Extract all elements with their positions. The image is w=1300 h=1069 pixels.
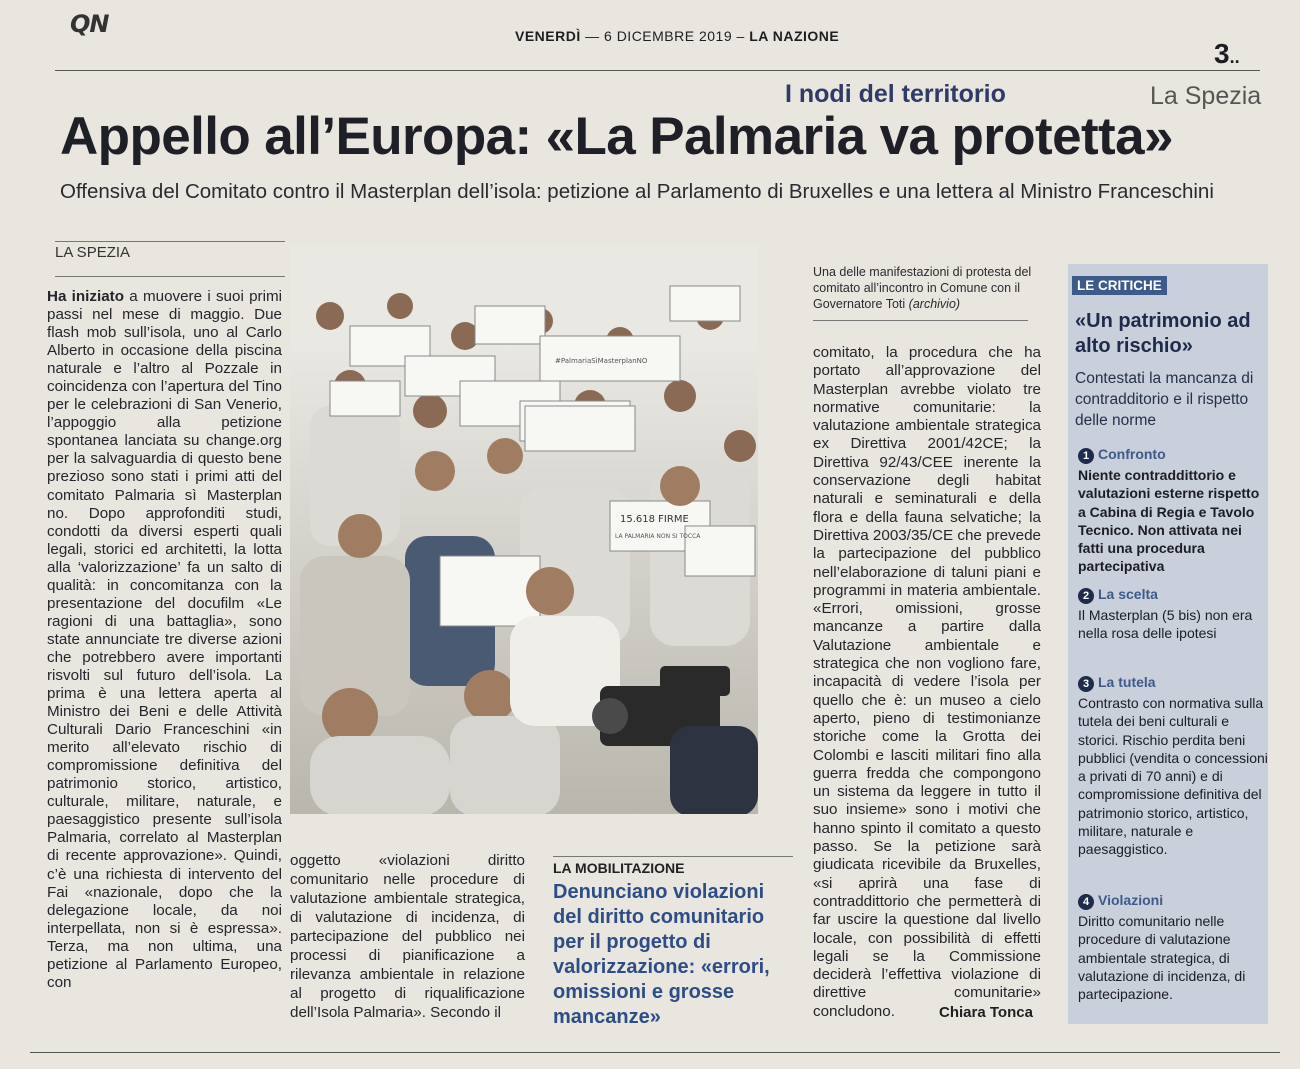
sidebar-item-1-body: Niente contraddittorio e valutazioni esterne rispetto a Cabina di Regia e Tavolo Tecnico. Non attivata nei fatti una procedura partecipativa: [1078, 467, 1260, 575]
photo-caption-note: (archivio): [908, 297, 961, 311]
sidebar-item-1-title: Confronto: [1098, 446, 1166, 462]
dateline-paper: LA NAZIONE: [749, 28, 840, 44]
photo-sign-hashtag: #PalmariaSìMasterplanNO: [555, 357, 648, 365]
protest-photo: [290, 246, 758, 814]
kicker-rule-top: [55, 241, 285, 242]
sidebar-item-2-body: Il Masterplan (5 bis) non era nella rosa delle ipotesi: [1078, 607, 1253, 642]
sidebar-item-2-number: 2: [1078, 588, 1094, 604]
article-column-1: [47, 288, 282, 992]
article-col1-text: a muovere i suoi primi passi nel mese di maggio. Due flash mob sull’isola, uno al Carlo Alberto in occasione della piscina naturale e l’altro al Pozzale in coincidenza con l’apertura del Tino per le celebrazioni di San Venerio, l’appoggio alla petizione spontanea lanciata su change.org per la salvaguardia di questo bene prezioso sono stati i primi atti del comitato Palmaria sì Masterplan no. Dopo approfonditi studi, condotti da diversi esperti quali legali, storici ed architetti, la lotta alla ‘valorizzazione’ fa un salto di qualità: in concomitanza con la presentazione del docufilm «Le ragioni di una battaglia», sono state annunciate tre diverse azioni che potrebbero avere importanti risvolti sul futuro dell’isola. La prima è una lettera aperta al Ministro dei Beni e delle Attività Culturali Dario Franceschini «in merito all’elevato rischio di compromissione definitiva del patrimonio storico, artistico, culturale, militare, naturale, e paesaggistico presente sull’isola Palmaria, correlato al Masterplan di recente approvazione». Quindi, c’è una richiesta di intervento del Fai «nazionale, dopo che la delegazione locale, da noi interpellata, non si è espressa». Terza, ma non ultima, una petizione al Parlamento Europeo, con: [47, 288, 282, 991]
page-number-suffix: ..: [1229, 47, 1240, 67]
mobilitazione-title: Denunciano violazioni del diritto comunitario per il progetto di valorizzazione: «errori, omissioni e grosse mancanze»: [553, 881, 770, 1028]
photo-sign-slogan: LA PALMARIA NON SI TOCCA: [615, 533, 701, 540]
article-col2-text: oggetto «violazioni diritto comunitario nelle procedure di valutazione ambientale strategica, di valutazione di incidenza, di partecipazione del pubblico nei processi di pianificazione a rilevanza ambientale in relazione al progetto di riqualificazione dell’Isola Palmaria». Secondo il: [290, 852, 525, 1021]
section-title: I nodi del territorio: [785, 80, 1006, 108]
page-number: [1214, 38, 1240, 70]
kicker: LA SPEZIA: [55, 244, 131, 261]
sidebar-item-1-heading: [1078, 446, 1166, 464]
headline: Appello all’Europa: «La Palmaria va protetta»: [60, 107, 1173, 166]
byline: Chiara Tonca: [939, 1004, 1033, 1021]
sidebar-item-4-title: Violazioni: [1098, 892, 1164, 908]
sidebar-item-3-body: Contrasto con normativa sulla tutela dei beni culturali e storici. Rischio perdita beni pubblici (vendita o concessioni a privati di 70 anni) e di compromissione definitiva del patrimonio storico, artistico, militare, naturale e paesaggistico.: [1078, 695, 1268, 858]
article-photo: [290, 246, 758, 814]
article-column-3: [813, 344, 1041, 1021]
sidebar-item-2-heading: [1078, 586, 1158, 604]
mobilitazione-rule: [553, 856, 793, 857]
sidebar-item-3-title: La tutela: [1098, 674, 1156, 690]
sidebar-item-1-number: 1: [1078, 448, 1094, 464]
mobilitazione-kicker: LA MOBILITAZIONE: [553, 860, 685, 876]
dateline: [515, 28, 839, 44]
dateline-separator: —: [585, 28, 600, 44]
article-lead: Ha iniziato: [47, 288, 124, 305]
sidebar-subtitle: Contestati la mancanza di contradditorio e il rispetto delle norme: [1075, 370, 1254, 429]
sidebar-item-3-heading: [1078, 674, 1156, 692]
photo-caption-text: Una delle manifestazioni di protesta del comitato all’incontro in Comune con il Governatore Toti: [813, 265, 1032, 311]
photo-caption: [813, 264, 1033, 312]
subheadline: Offensiva del Comitato contro il Masterplan dell’isola: petizione al Parlamento di Bruxelles e una lettera al Ministro Franceschini: [60, 180, 1214, 203]
sidebar-item-4-number: 4: [1078, 894, 1094, 910]
dateline-day: VENERDÌ: [515, 28, 581, 44]
article-col3-text: comitato, la procedura che ha portato all’approvazione del Masterplan avrebbe violato tre normative comunitarie: la valutazione ambientale strategica ex Direttiva 2001/42CE; la Direttiva 92/43/CEE inerente la conservazione degli habitat naturali e seminaturali e della flora e della fauna selvatiche; la Direttiva 2003/35/CE che prevede la partecipazione del pubblico nell’elaborazione di taluni piani e programmi in materia ambientale. «Errori, omissioni, grosse mancanze a partire dalla Valutazione ambientale e strategica che non vogliono fare, incapacità di vedere l’isola per quello che è: un museo a cielo aperto, pieno di testimonianze storiche come la Grotta dei Colombi e lasciti militari fino alla guerra fredda che compongono un sistema da leggere in tutto il suo insieme» sono i motivi che hanno spinto il comitato a questo passo. Se la petizione sarà giudicata ricevibile da Bruxelles, «si aprirà una fase di contraddittorio che permetterà di far uscire la questione dal livello locale, con possibilità di effetti legali se la Commissione deciderà l’effettiva violazione di direttive comunitarie» concludono.: [813, 344, 1041, 1020]
caption-rule: [813, 320, 1028, 321]
sidebar-tag: LE CRITICHE: [1072, 276, 1167, 295]
section-city: La Spezia: [1150, 82, 1262, 110]
sidebar-item-4-body: Diritto comunitario nelle procedure di valutazione ambientale strategica, di valutazione di incidenza, di partecipazione.: [1078, 913, 1246, 1003]
sidebar-item-2-title: La scelta: [1098, 586, 1158, 602]
dateline-separator-2: –: [736, 28, 745, 44]
sidebar-item-4-heading: [1078, 892, 1163, 910]
kicker-rule-bottom: [55, 276, 285, 277]
sidebar-title: «Un patrimonio ad alto rischio»: [1075, 310, 1251, 357]
photo-sign-firme: 15.618 FIRME: [620, 514, 689, 525]
dateline-date: 6 DICEMBRE 2019: [604, 28, 733, 44]
header-rule: [55, 70, 1260, 71]
page-number-value: 3: [1214, 38, 1230, 69]
sidebar-item-3-number: 3: [1078, 676, 1094, 692]
newspaper-logo: QN: [70, 10, 109, 38]
article-column-2: [290, 851, 525, 1022]
footer-rule: [30, 1052, 1280, 1053]
